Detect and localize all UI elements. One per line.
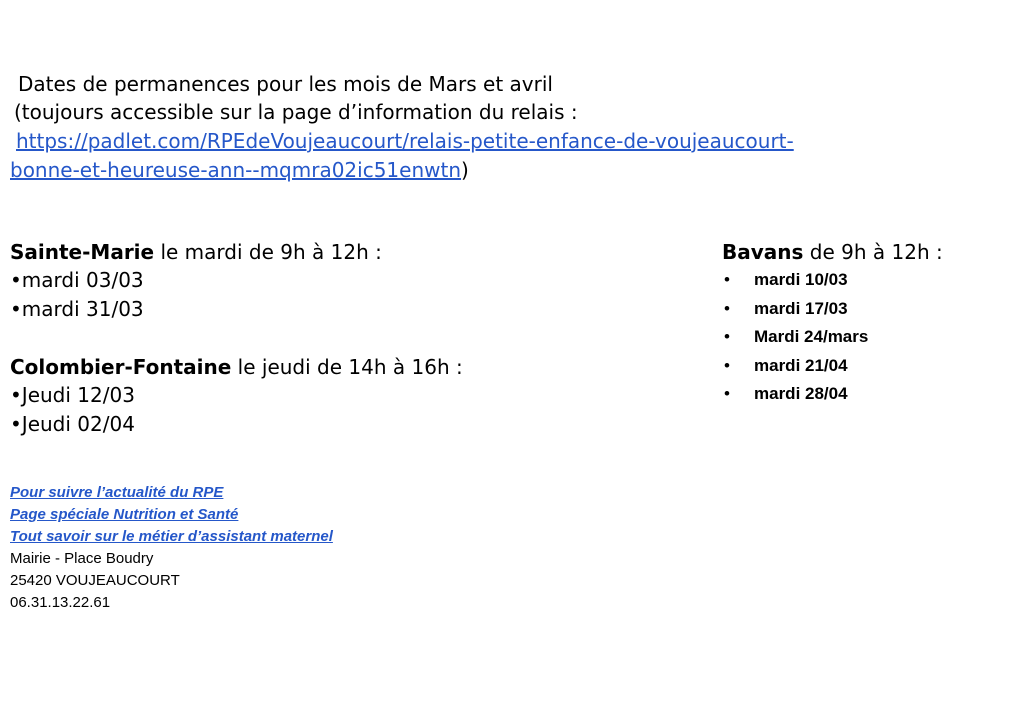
bavans-date: • mardi 28/04 (722, 380, 868, 409)
address-line: 25420 VOUJEAUCOURT (10, 572, 180, 589)
assistant-maternel-link[interactable]: Tout savoir sur le métier d’assistant maternel (10, 528, 333, 545)
intro-line-1: Dates de permanences pour les mois de Mars et avril (18, 72, 553, 96)
bavans-name: Bavans (722, 240, 804, 264)
footer-links (10, 482, 333, 548)
bavans-date: • mardi 17/03 (722, 295, 868, 324)
sainte-marie-schedule: le mardi de 9h à 12h : (154, 240, 382, 264)
padlet-link-part-1[interactable]: https://padlet.com/RPEdeVoujeaucourt/relais-petite-enfance-de-voujeaucourt- (16, 129, 794, 153)
address-line: Mairie - Place Boudry (10, 550, 154, 567)
bavans-date: • Mardi 24/mars (722, 323, 868, 352)
bavans-date-list (722, 266, 868, 409)
colombier-date: •Jeudi 02/04 (10, 412, 135, 436)
bavans-schedule: de 9h à 12h : (803, 240, 943, 264)
sainte-marie-date: •mardi 03/03 (10, 268, 144, 292)
sainte-marie-name: Sainte-Marie (10, 240, 155, 264)
padlet-link-part-2[interactable]: bonne-et-heureuse-ann--mqmra02ic51enwtn (10, 158, 462, 182)
padlet-link-line-2 (10, 156, 469, 185)
intro-closing-paren: ) (461, 158, 469, 182)
intro-line-2: (toujours accessible sur la page d’information du relais : (14, 100, 578, 124)
sainte-marie-date: •mardi 31/03 (10, 297, 144, 321)
nutrition-page-link[interactable]: Page spéciale Nutrition et Santé (10, 506, 239, 523)
bavans-date: • mardi 21/04 (722, 352, 868, 381)
bavans-date: • mardi 10/03 (722, 266, 868, 295)
rpe-news-link[interactable]: Pour suivre l’actualité du RPE (10, 484, 224, 501)
sainte-marie-heading (10, 238, 382, 267)
colombier-date: •Jeudi 12/03 (10, 383, 135, 407)
bavans-heading (722, 238, 943, 267)
contact-address (10, 548, 180, 614)
colombier-schedule: le jeudi de 14h à 16h : (231, 355, 463, 379)
colombier-name: Colombier-Fontaine (10, 355, 232, 379)
phone-number: 06.31.13.22.61 (10, 594, 111, 611)
colombier-heading (10, 353, 463, 382)
